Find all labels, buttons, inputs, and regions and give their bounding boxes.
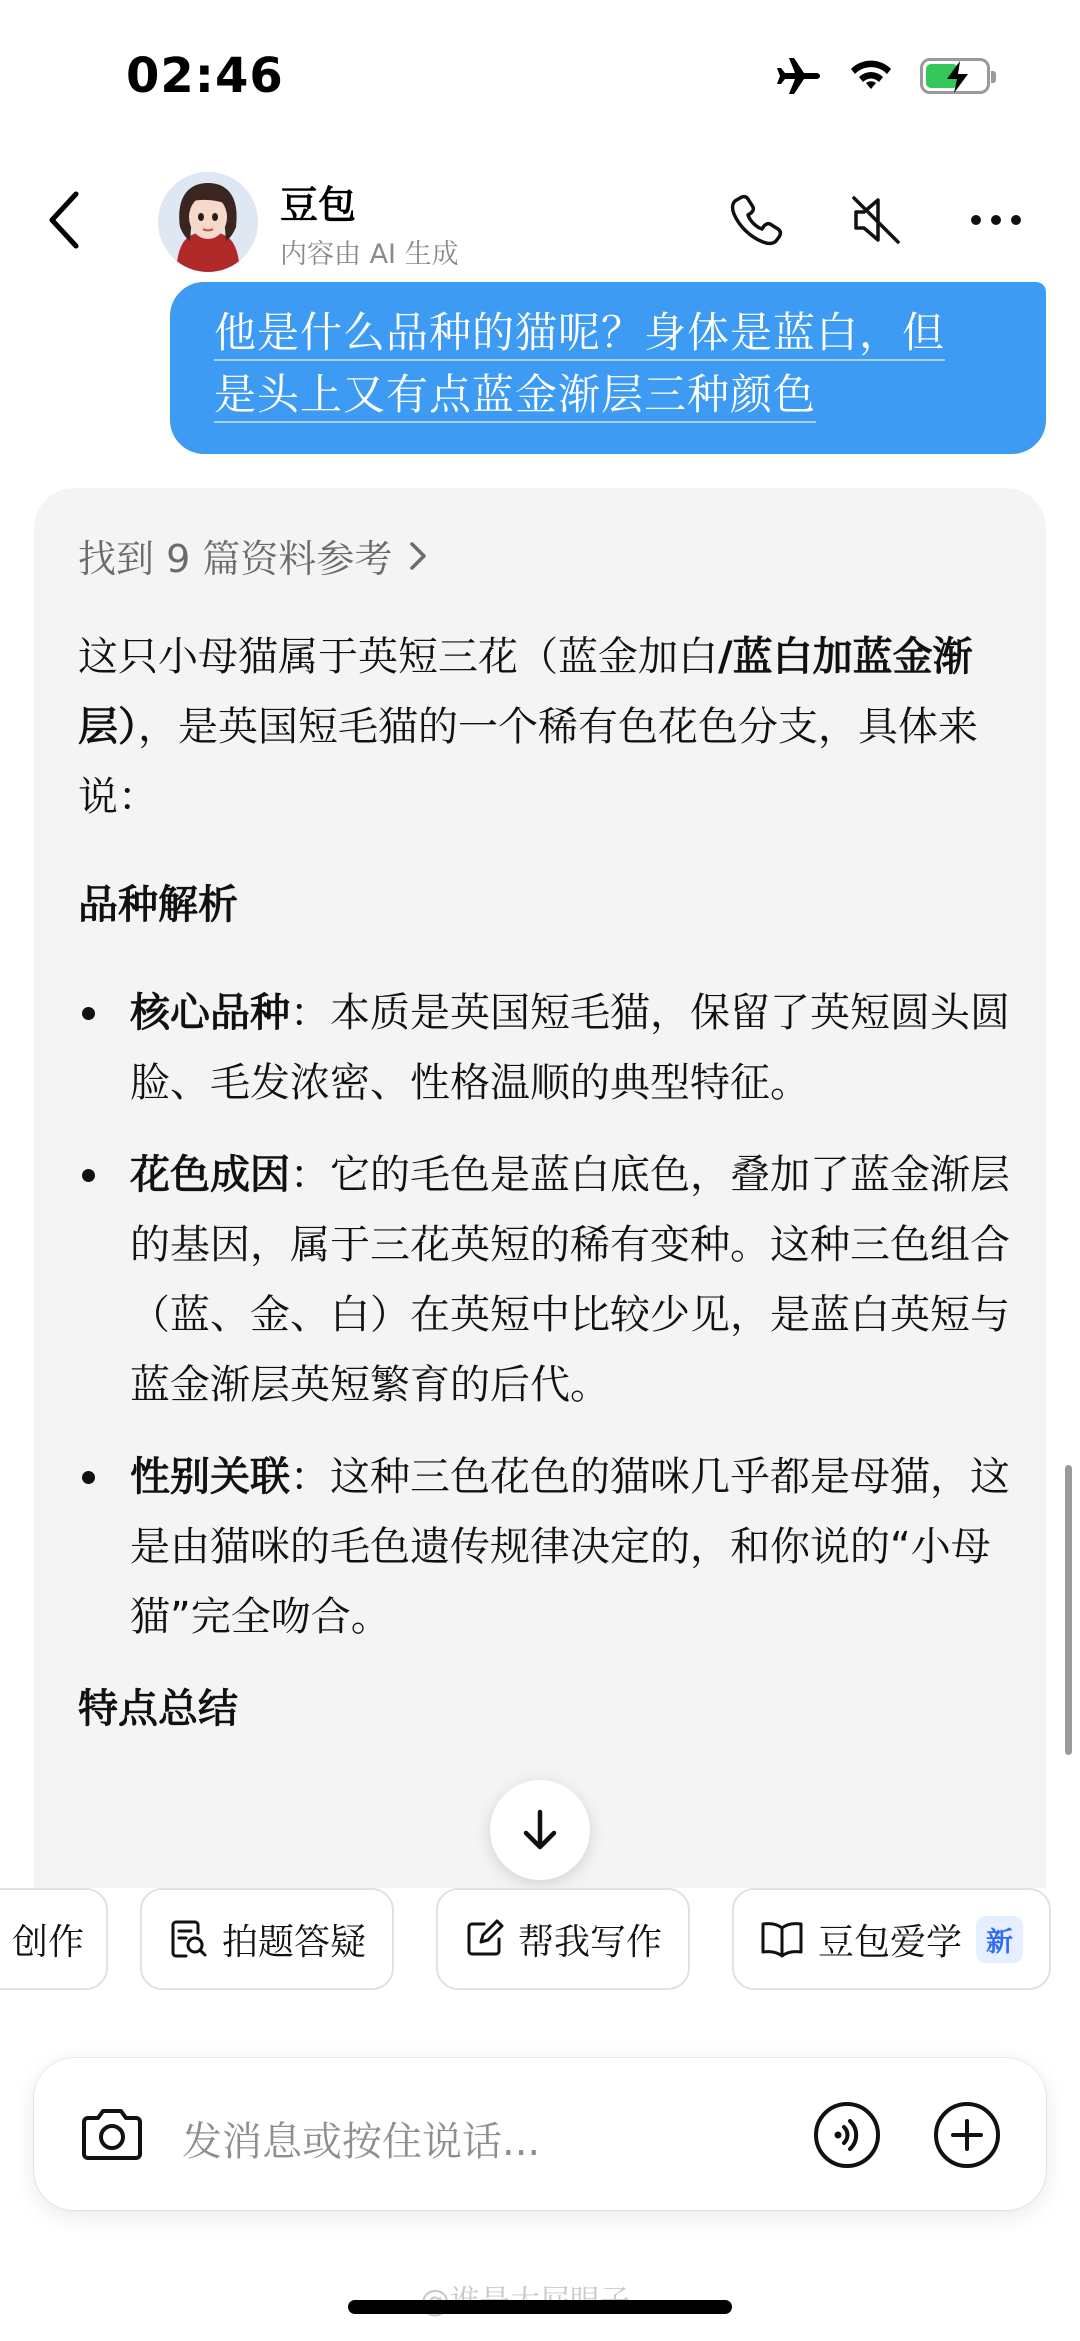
bullet-dot xyxy=(82,1471,95,1484)
bullet-text: ：它的毛色是蓝白底色，叠加了蓝金渐层的基因，属于三花英短的稀有变种。这种三色组合（蓝、金、白）在英短中比较少见，是蓝白英短与蓝金渐层英短繁育的后代。 xyxy=(130,1152,1010,1408)
scrollbar[interactable] xyxy=(1065,1465,1072,1755)
avatar[interactable] xyxy=(158,172,258,272)
list-item xyxy=(78,978,1018,1118)
bullet-title: 性别关联 xyxy=(130,1454,290,1500)
more-options-icon[interactable] xyxy=(966,190,1026,250)
references-label: 找到 9 篇资料参考 xyxy=(78,537,393,581)
add-icon[interactable] xyxy=(932,2100,1002,2170)
bullet-text: ：本质是英国短毛猫，保留了英短圆头圆脸、毛发浓密、性格温顺的典型特征。 xyxy=(130,990,1010,1106)
bot-name: 豆包 xyxy=(280,183,357,227)
user-message-line: 是头上又有点蓝金渐层三种颜色 xyxy=(214,370,816,423)
intro-bold-text: /蓝白加蓝金渐层） xyxy=(78,634,973,750)
camera-icon[interactable] xyxy=(78,2106,146,2164)
chat-header xyxy=(0,160,1080,280)
home-indicator[interactable] xyxy=(348,2300,732,2314)
ai-intro-paragraph xyxy=(78,622,1018,832)
section-heading: 品种解析 xyxy=(78,882,238,928)
list-item xyxy=(78,1140,1018,1420)
arrow-down-icon xyxy=(520,1808,560,1852)
chevron-right-icon xyxy=(406,539,430,573)
new-badge: 新 xyxy=(976,1916,1023,1963)
write-icon xyxy=(464,1919,504,1959)
chip-label: 创作 xyxy=(12,1921,85,1963)
chip-doubao-learn[interactable] xyxy=(732,1888,1051,1990)
bullet-dot xyxy=(82,1169,95,1182)
ai-message-body xyxy=(78,622,1018,1744)
status-icons xyxy=(776,56,990,96)
chip-create[interactable] xyxy=(0,1888,108,1990)
chip-label: 豆包爱学 xyxy=(818,1921,963,1963)
phone-call-icon[interactable] xyxy=(726,190,786,250)
mute-speaker-icon[interactable] xyxy=(846,190,906,250)
chip-label: 拍题答疑 xyxy=(222,1921,367,1963)
bullet-title: 花色成因 xyxy=(130,1152,290,1198)
voice-input-icon[interactable] xyxy=(812,2100,882,2170)
message-input-bar xyxy=(34,2058,1046,2210)
section-heading-partial: 特点总结 xyxy=(78,1686,238,1732)
intro-text: ，是英国短毛猫的一个稀有色花色分支，具体来说： xyxy=(78,704,978,820)
suggestion-chips xyxy=(0,1888,1080,1992)
message-input[interactable]: 发消息或按住说话... xyxy=(182,2119,541,2165)
user-message-bubble[interactable] xyxy=(170,282,1046,454)
photo-question-icon xyxy=(168,1919,208,1959)
references-link[interactable] xyxy=(78,528,430,583)
wifi-icon xyxy=(848,58,894,94)
chip-label: 帮我写作 xyxy=(518,1921,663,1963)
status-bar xyxy=(0,0,1080,150)
avatar-image xyxy=(158,172,258,272)
back-icon[interactable] xyxy=(40,188,92,252)
bullet-dot xyxy=(82,1007,95,1020)
status-time: 02:46 xyxy=(126,48,284,104)
charging-bolt-icon xyxy=(943,60,973,94)
bot-subtitle: 内容由 AI 生成 xyxy=(280,239,459,270)
chip-photo-question[interactable] xyxy=(140,1888,394,1990)
battery-icon xyxy=(920,58,990,94)
book-icon xyxy=(760,1919,804,1959)
user-message-text xyxy=(214,302,1002,426)
bullet-title: 核心品种 xyxy=(130,990,290,1036)
user-message-line: 他是什么品种的猫呢？身体是蓝白，但 xyxy=(214,308,945,361)
chip-write[interactable] xyxy=(436,1888,690,1990)
airplane-icon xyxy=(776,56,822,96)
scroll-to-bottom-button[interactable] xyxy=(490,1780,590,1880)
ai-message-card xyxy=(34,488,1046,1888)
bullet-text: ：这种三色花色的猫咪几乎都是母猫，这是由猫咪的毛色遗传规律决定的，和你说的“小母猫”完全吻合。 xyxy=(130,1454,1010,1640)
intro-text: 这只小母猫属于英短三花（蓝金加白 xyxy=(78,634,718,680)
bullet-list xyxy=(78,978,1018,1652)
list-item xyxy=(78,1442,1018,1652)
